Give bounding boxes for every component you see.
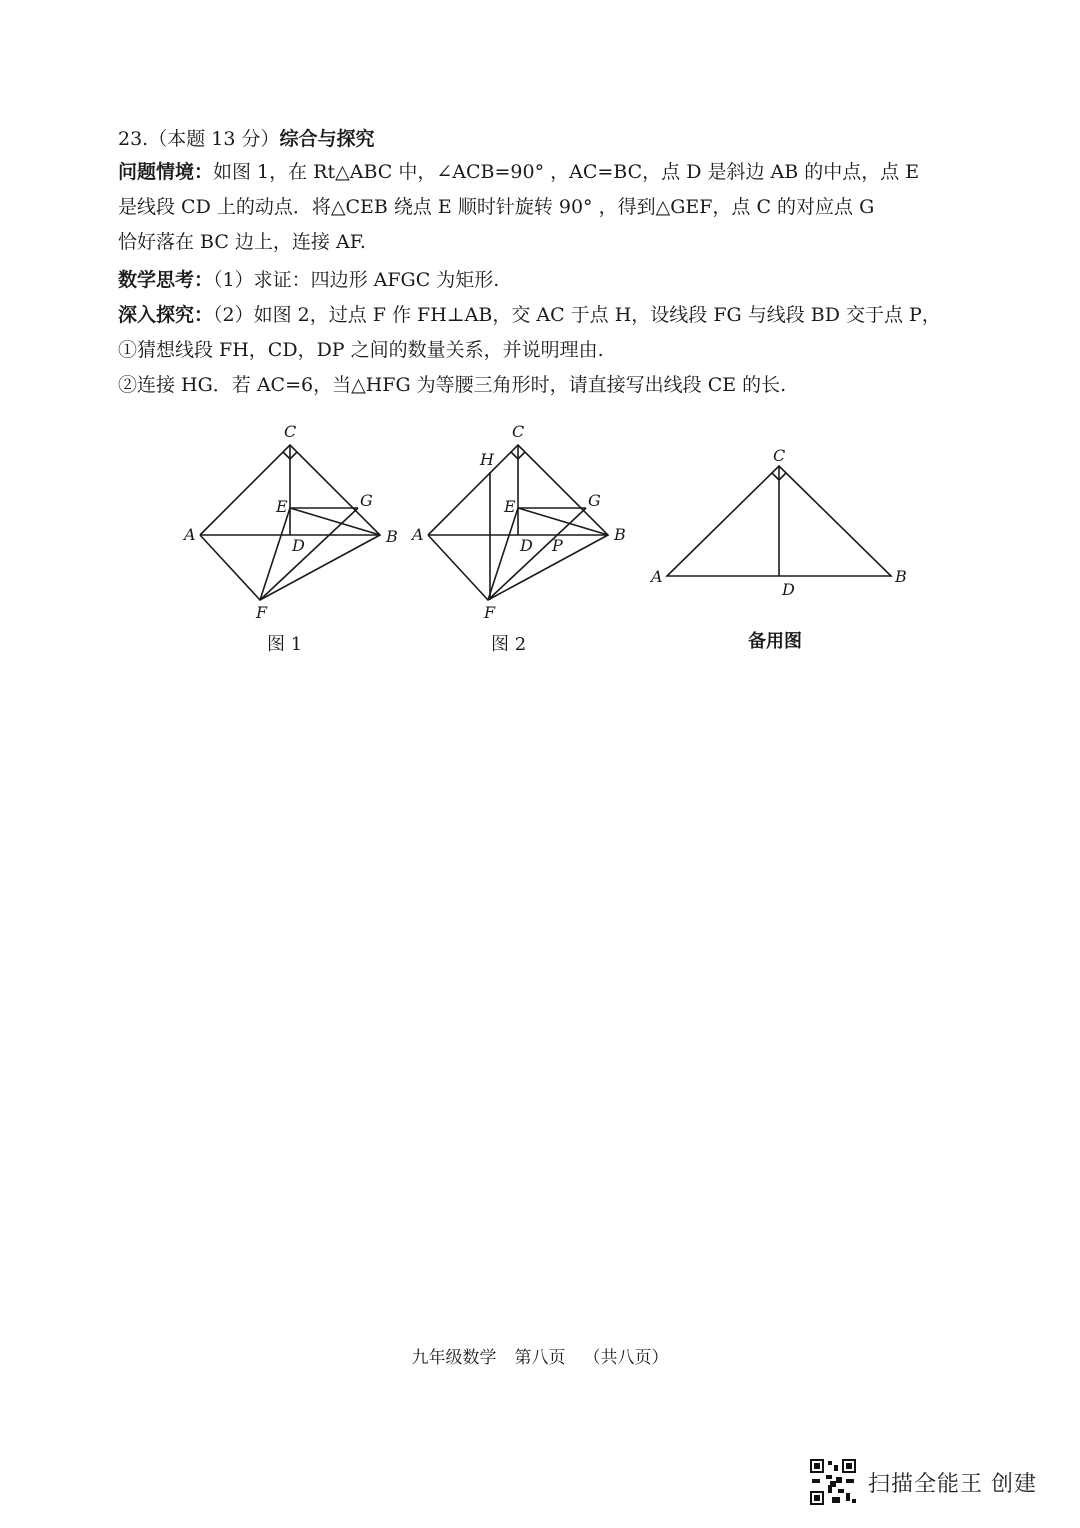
situation-paragraph <box>118 155 948 260</box>
question-number: 23. <box>118 128 149 150</box>
explore-item-2: ②连接 HG．若 AC=6，当△HFG 为等腰三角形时，请直接写出线段 CE 的长. <box>118 374 787 396</box>
fig2-label-e: E <box>504 497 516 516</box>
fig1-label-d: D <box>292 536 305 555</box>
fig1-label-g: G <box>360 491 373 510</box>
fig2-label-d: D <box>520 536 533 555</box>
footer-grade: 九年级数学 <box>411 1348 497 1368</box>
fig2-label-p: P <box>552 536 563 555</box>
footer-total: （共八页） <box>583 1348 669 1368</box>
fig3-label-b: B <box>895 567 907 586</box>
situation-line-3: 恰好落在 BC 边上，连接 AF. <box>118 231 366 253</box>
figure-2 <box>398 420 638 630</box>
situation-label: 问题情境： <box>118 161 214 183</box>
scanner-text: 扫描全能王 创建 <box>868 1471 1037 1497</box>
fig3-label-d: D <box>782 580 795 599</box>
fig2-caption: 图 2 <box>491 634 527 655</box>
situation-line-2: 是线段 CD 上的动点．将△CEB 绕点 E 顺时针旋转 90° ，得到△GEF，点 C 的对应点 G <box>118 196 875 218</box>
fig2-label-g: G <box>588 491 601 510</box>
thinking-text: （1）求证：四边形 AFGC 为矩形. <box>213 269 500 291</box>
explore-paragraph <box>118 298 948 403</box>
fig1-label-e: E <box>276 497 288 516</box>
scanner-watermark <box>808 1457 1037 1507</box>
explore-item-1: ①猜想线段 FH，CD，DP 之间的数量关系，并说明理由. <box>118 339 604 361</box>
question-score: （本题 13 分） <box>148 128 280 150</box>
figure-spare <box>645 440 915 600</box>
thinking-label: 数学思考： <box>118 269 214 291</box>
fig1-caption: 图 1 <box>267 634 303 655</box>
situation-line-1: 如图 1，在 Rt△ABC 中，∠ACB=90° ，AC=BC，点 D 是斜边 AB 的中点，点 E <box>213 161 920 183</box>
fig1-label-f: F <box>256 603 268 622</box>
figure-1 <box>170 420 410 630</box>
fig2-label-a: A <box>412 525 424 544</box>
footer-page: 第八页 <box>514 1348 566 1368</box>
qr-code-icon <box>808 1457 858 1507</box>
fig2-label-f: F <box>484 603 496 622</box>
fig1-label-b: B <box>386 527 398 546</box>
fig2-label-c: C <box>512 422 525 441</box>
question-title: 综合与探究 <box>279 128 375 150</box>
fig2-label-h: H <box>480 450 494 469</box>
fig3-caption: 备用图 <box>748 631 802 652</box>
fig3-label-c: C <box>773 446 786 465</box>
fig3-label-a: A <box>651 567 663 586</box>
explore-text: （2）如图 2，过点 F 作 FH⊥AB，交 AC 于点 H，设线段 FG 与线段 BD 交于点 P， <box>213 304 941 326</box>
explore-label: 深入探究： <box>118 304 214 326</box>
page-footer <box>0 1343 1080 1368</box>
question-header <box>118 124 375 151</box>
fig1-label-c: C <box>284 422 297 441</box>
fig1-label-a: A <box>184 525 196 544</box>
fig2-label-b: B <box>614 525 626 544</box>
thinking-paragraph <box>118 263 948 298</box>
